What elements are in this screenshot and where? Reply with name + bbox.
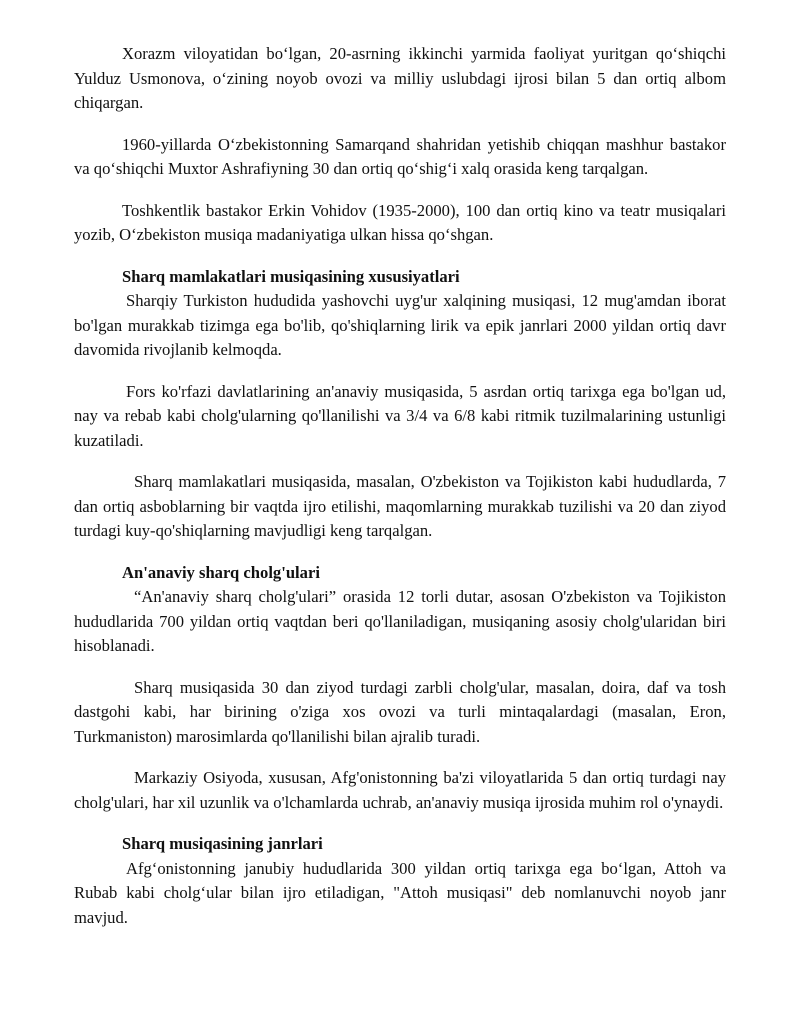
paragraph-muxtor-ashrafiy: 1960-yillarda Oʻzbekistonning Samarqand shahridan yetishib chiqqan mashhur bastakor va qoʻshiqchi Muxtor Ashrafiyning 30 dan ortiq qoʻshigʻi xalq orasida keng tarqalgan. bbox=[74, 134, 726, 178]
paragraph-percussion: Sharq musiqasida 30 dan ziyod turdagi zarbli cholg'ular, masalan, doira, daf va tosh dastgohi kabi, har birining o'ziga xos ovozi va turli mintaqalardagi (masalan, Eron, Turkmaniston) marosimlarda qo'llanilishi bilan ajralib turadi. bbox=[74, 677, 726, 746]
paragraph-yulduz-usmonova: Xorazm viloyatidan boʻlgan, 20-asrning ikkinchi yarmida faoliyat yuritgan qoʻshiqchi Yulduz Usmonova, oʻzining noyob ovozi va milliy uslubdagi ijrosi bilan 5 dan ortiq albom chiqargan. bbox=[74, 44, 726, 112]
section-heading-genres: Sharq musiqasining janrlari bbox=[122, 834, 323, 853]
section-heading-features: Sharq mamlakatlari musiqasining xususiyatlari bbox=[122, 266, 460, 286]
paragraph-persian-gulf-music: Fors ko'rfazi davlatlarining an'anaviy musiqasida, 5 asrdan ortiq tarixga ega bo'lgan ud, nay va rebab kabi cholg'ularning qo'llanilishi va 3/4 va 6/8 kabi ritmik tuzilmalarining ustunligi kuzatiladi. bbox=[74, 381, 726, 450]
paragraph-erkin-vohidov: Toshkentlik bastakor Erkin Vohidov (1935-2000), 100 dan ortiq kino va teatr musiqalari yozib, Oʻzbekiston musiqa madaniyatiga ulkan hissa qoʻshgan. bbox=[74, 200, 726, 244]
paragraph-nay: Markaziy Osiyoda, xususan, Afg'onistonning ba'zi viloyatlarida 5 dan ortiq turdagi nay cholg'ulari, har xil uzunlik va o'lchamlarda uchrab, an'anaviy musiqa ijrosida muhim rol o'ynaydi. bbox=[74, 768, 726, 812]
section-heading-instruments: An'anaviy sharq cholg'ulari bbox=[122, 562, 320, 582]
paragraph-attoh-music: Afgʻonistonning janubiy hududlarida 300 yildan ortiq tarixga ega boʻlgan, Attoh va Rubab kabi cholgʻular bilan ijro etiladigan, "Attoh musiqasi" deb nomlanuvchi noyob janr mavjud. bbox=[74, 858, 726, 927]
paragraph-dutar: “An'anaviy sharq cholg'ulari” orasida 12 torli dutar, asosan O'zbekiston va Tojikiston hududlarida 700 yildan ortiq vaqtdan beri qo'llaniladigan, musiqaning asosiy cholg'ularidan biri hisoblanadi. bbox=[74, 587, 726, 655]
paragraph-eastern-countries-music: Sharq mamlakatlari musiqasida, masalan, O'zbekiston va Tojikiston kabi hududlarda, 7 dan ortiq asboblarning bir vaqtda ijro etilishi, maqomlarning murakkab tuzilishi va 20 dan ziyod turdagi kuy-qo'shiqlarning mavjudligi keng tarqalgan. bbox=[74, 472, 726, 540]
paragraph-uyghur-music: Sharqiy Turkiston hududida yashovchi uyg'ur xalqining musiqasi, 12 mug'amdan iborat bo'lgan murakkab tizimga ega bo'lib, qo'shiqlarning lirik va epik janrlari 2000 yildan ortiq davr davomida rivojlanib kelmoqda. bbox=[74, 291, 726, 359]
